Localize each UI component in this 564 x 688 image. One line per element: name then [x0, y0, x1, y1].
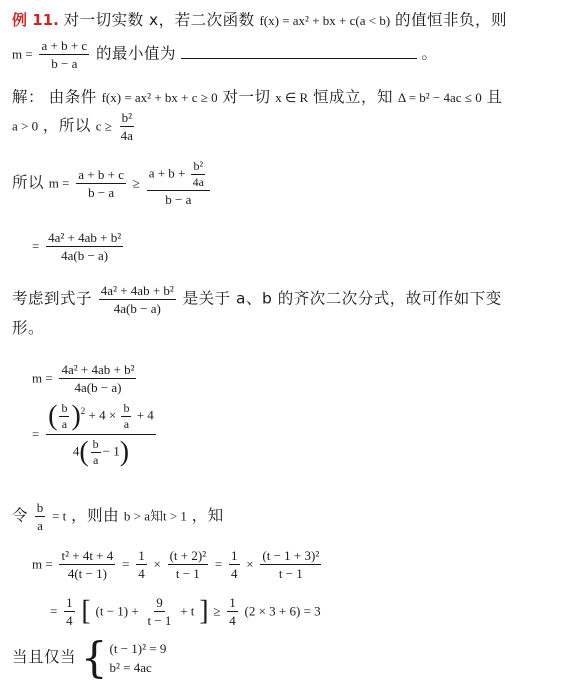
- fraction-denominator: a: [61, 417, 68, 431]
- eq-t: = t: [52, 508, 67, 524]
- fraction-numerator: a + b + c: [78, 167, 124, 182]
- times-sign: ×: [246, 556, 254, 572]
- b2-over-4a: [191, 160, 206, 189]
- eq-sign: =: [32, 238, 40, 254]
- solution-domain: x ∈ R: [275, 90, 309, 105]
- m-symbol: m =: [32, 370, 53, 386]
- quarter: [136, 548, 147, 581]
- b-over-a: [59, 402, 69, 431]
- fraction-denominator: 4a(b − a): [113, 301, 161, 316]
- solution-condition: f(x) = ax² + bx + c ≥ 0: [101, 90, 218, 105]
- ge-sign: ≥: [132, 175, 140, 191]
- fraction-denominator: t − 1: [278, 566, 303, 581]
- times-sign: ×: [153, 556, 161, 572]
- problem-line-2: [12, 38, 438, 71]
- fraction-numerator: [147, 160, 210, 191]
- solution-text: 考虑到式子: [12, 289, 93, 308]
- fraction-denominator: 4a(b − a): [61, 248, 109, 263]
- condition-system: [80, 633, 167, 682]
- t3-fraction: [260, 548, 321, 581]
- fraction-numerator: b: [61, 401, 68, 415]
- fraction-denominator: 4(t − 1): [67, 566, 107, 581]
- fraction-denominator: b − a: [88, 185, 115, 200]
- problem-line-1: [12, 10, 507, 31]
- bracket-open: [: [81, 595, 91, 627]
- c-ge: c ≥: [95, 118, 112, 134]
- eq-sign: =: [122, 556, 130, 572]
- result: (2 × 3 + 6) = 3: [244, 603, 321, 619]
- m-symbol: m =: [48, 175, 70, 191]
- fraction-numerator: 1: [229, 595, 236, 610]
- fraction-numerator: (t − 1 + 3)²: [262, 548, 320, 563]
- ge-sign: ≥: [213, 603, 221, 619]
- fraction-denominator: 4: [138, 566, 145, 581]
- solution-text: 当且仅当: [12, 648, 77, 666]
- fraction-numerator: b: [123, 401, 130, 415]
- fraction-numerator: b²: [193, 159, 204, 173]
- b-over-a: [35, 500, 46, 533]
- fraction-denominator: a: [37, 518, 43, 533]
- eq-sign: =: [50, 603, 58, 619]
- solution-text: ，则由: [71, 506, 120, 525]
- answer-blank: [181, 44, 417, 59]
- problem-text: 的最小值为: [95, 44, 176, 63]
- b2-over-4a: [119, 110, 135, 143]
- solution-text: 形。: [12, 319, 45, 337]
- am-gm-line: [50, 595, 321, 628]
- fraction-numerator: (t + 2)²: [169, 548, 207, 563]
- fraction-denominator: b − a: [51, 56, 78, 71]
- solution-line-2: [12, 110, 137, 143]
- solution-text: 是关于 a、b 的齐次二次分式，故可作如下变: [182, 289, 502, 308]
- solution-text: 恒成立，知: [313, 88, 394, 106]
- quarter: [229, 548, 240, 581]
- discriminant: Δ = b² − 4ac ≤ 0: [397, 90, 482, 105]
- fraction-denominator: 4: [231, 566, 238, 581]
- bound-fraction: [147, 160, 210, 207]
- fraction-numerator: 1: [231, 548, 238, 563]
- fraction-numerator: a + b + c: [41, 38, 88, 53]
- example-label: 例 11.: [12, 11, 59, 29]
- solution-text: 由条件: [48, 88, 97, 106]
- quarter: [64, 595, 75, 628]
- fraction-numerator: 1: [138, 548, 145, 563]
- problem-function: f(x) = ax² + bx + c(a < b): [259, 13, 391, 28]
- left-brace: {: [80, 633, 108, 682]
- numerator-text: + 4 ×: [88, 407, 117, 423]
- t-term: (t − 1) +: [95, 603, 139, 619]
- fraction-denominator: 4( $\frac{b}{a}$ − 1): [72, 436, 130, 468]
- consider-line-2: [12, 318, 44, 338]
- plus-t: + t: [180, 603, 195, 619]
- equality-line: [32, 230, 125, 263]
- ratio-fraction: [46, 402, 156, 467]
- bracket-close: ]: [199, 595, 209, 627]
- fraction-numerator: b²: [121, 110, 132, 125]
- b-gt-a: b > a知t > 1: [123, 508, 187, 524]
- fraction-denominator: b − a: [165, 192, 192, 207]
- solution-text: 令: [12, 506, 29, 525]
- fraction-numerator: t² + 4t + 4: [61, 548, 114, 563]
- t-fraction: [59, 548, 115, 581]
- problem-text: 对一切实数 x，若二次函数: [63, 11, 255, 29]
- solution-text: 对一切: [222, 88, 271, 106]
- poly-fraction: [59, 362, 136, 395]
- denominator-text: − 1: [102, 443, 120, 459]
- fraction-denominator: 4: [229, 613, 236, 628]
- condition-1: (t − 1)² = 9: [109, 641, 167, 656]
- solution-text: 所以: [12, 173, 45, 192]
- fraction-numerator: 4a² + 4ab + b²: [48, 230, 122, 245]
- solution-label: 解：: [12, 88, 45, 106]
- t-expression-line: [32, 548, 323, 581]
- fraction-numerator: ( $\frac{b}{a}$ )$^2$ + 4 × $\frac{b}{a}$ + 4: [46, 402, 156, 435]
- fraction-numerator: 4a² + 4ab + b²: [100, 283, 174, 298]
- fraction-denominator: t − 1: [147, 613, 172, 628]
- solution-text: 且: [486, 88, 503, 106]
- solution-line-1: [12, 87, 503, 108]
- inequality-line: [12, 160, 212, 207]
- fraction-denominator: 4: [66, 613, 73, 628]
- fraction-denominator: a: [123, 417, 130, 431]
- problem-text: 的值恒非负，则: [394, 11, 507, 29]
- m-symbol: m =: [32, 556, 53, 572]
- eq-sign: =: [214, 556, 223, 572]
- fraction-numerator: 4a² + 4ab + b²: [61, 362, 135, 377]
- fraction-denominator: 4a: [120, 128, 133, 143]
- fraction-denominator: a: [92, 453, 99, 467]
- numerator-text: a + b +: [148, 165, 186, 181]
- fraction-numerator: b: [92, 437, 99, 451]
- b-over-a: [91, 438, 101, 467]
- b-over-a: [121, 402, 131, 431]
- m-fraction: [76, 167, 126, 200]
- m-fraction: [39, 38, 89, 71]
- ratio-line: [32, 402, 158, 467]
- a-positive: a > 0: [12, 118, 39, 134]
- poly-fraction: [99, 283, 176, 316]
- solution-text: ，所以: [42, 116, 91, 135]
- fraction-numerator: 9: [156, 595, 163, 610]
- condition-2: b² = 4ac: [109, 660, 152, 675]
- t2-fraction: [168, 548, 209, 581]
- denominator-text: 4: [72, 443, 80, 459]
- consider-line: [12, 283, 502, 316]
- m-symbol: m =: [12, 46, 33, 62]
- solution-text: ，知: [191, 506, 224, 525]
- quarter: [227, 595, 238, 628]
- substitution-line: [12, 500, 224, 533]
- m-poly-line: [32, 362, 138, 395]
- fraction-numerator: b: [36, 500, 44, 515]
- fraction-numerator: 1: [66, 595, 73, 610]
- fraction-denominator: 4a: [192, 175, 204, 189]
- condition-lines: [110, 639, 167, 677]
- fraction-denominator: t − 1: [175, 566, 200, 581]
- equality-condition-line: [12, 633, 167, 682]
- nine-fraction: [145, 595, 173, 628]
- numerator-text: + 4: [136, 407, 154, 423]
- problem-end: 。: [421, 44, 438, 63]
- poly-fraction: [46, 230, 123, 263]
- fraction-denominator: 4a(b − a): [74, 380, 122, 395]
- eq-sign: =: [32, 426, 40, 442]
- exponent: 2: [80, 406, 86, 417]
